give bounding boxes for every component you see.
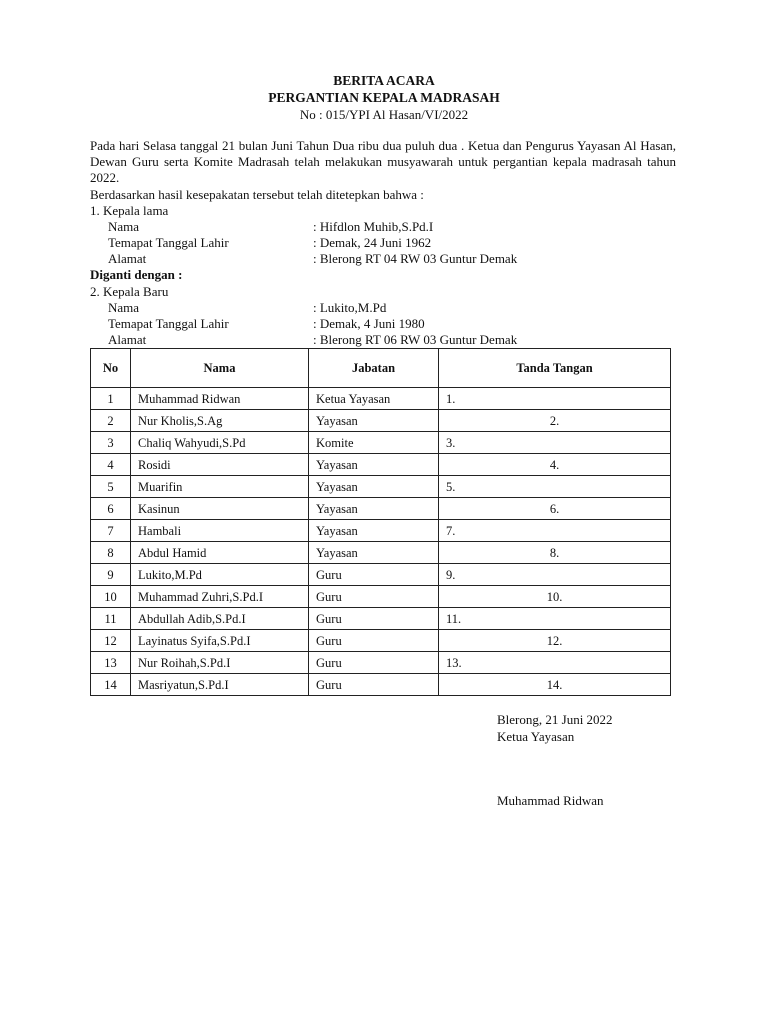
- old-head-birth-value: : Demak, 24 Juni 1962: [313, 235, 432, 250]
- row-name-cell: Nur Kholis,S.Ag: [131, 410, 309, 432]
- row-signature-cell: 5.: [439, 476, 671, 498]
- row-position-cell: Guru: [309, 608, 439, 630]
- table-row: [91, 476, 671, 498]
- table-row: [91, 608, 671, 630]
- row-name-cell: Chaliq Wahyudi,S.Pd: [131, 432, 309, 454]
- row-position-cell: Guru: [309, 652, 439, 674]
- signatory-position: Ketua Yayasan: [497, 729, 575, 744]
- old-head-name-value: : Hifdlon Muhib,S.Pd.I: [313, 219, 434, 234]
- row-name-cell: Muhammad Zuhri,S.Pd.I: [131, 586, 309, 608]
- new-head-address-value: : Blerong RT 06 RW 03 Guntur Demak: [313, 332, 518, 347]
- new-head-name-value: : Lukito,M.Pd: [313, 300, 387, 315]
- row-position-cell: Guru: [309, 586, 439, 608]
- row-signature-cell: 9.: [439, 564, 671, 586]
- members-table-body: [91, 388, 671, 696]
- row-number-cell: 11: [91, 608, 131, 630]
- signatory-name: Muhammad Ridwan: [497, 793, 604, 808]
- new-head-heading: 2. Kepala Baru: [90, 284, 169, 299]
- row-name-cell: Hambali: [131, 520, 309, 542]
- row-signature-cell: 7.: [439, 520, 671, 542]
- row-name-cell: Muarifin: [131, 476, 309, 498]
- row-number-cell: 1: [91, 388, 131, 410]
- header-tanda-tangan: Tanda Tangan: [439, 349, 671, 388]
- row-name-cell: Muhammad Ridwan: [131, 388, 309, 410]
- table-row: [91, 498, 671, 520]
- title-line-1: BERITA ACARA: [333, 73, 435, 88]
- row-signature-cell: 8.: [439, 542, 671, 564]
- row-name-cell: Lukito,M.Pd: [131, 564, 309, 586]
- row-signature-cell: 6.: [439, 498, 671, 520]
- new-head-address-label: Alamat: [108, 332, 147, 347]
- table-row: [91, 388, 671, 410]
- row-number-cell: 10: [91, 586, 131, 608]
- row-name-cell: Masriyatun,S.Pd.I: [131, 674, 309, 696]
- header-nama: Nama: [131, 349, 309, 388]
- row-signature-cell: 1.: [439, 388, 671, 410]
- table-row: [91, 520, 671, 542]
- old-head-heading: 1. Kepala lama: [90, 203, 169, 218]
- row-number-cell: 9: [91, 564, 131, 586]
- row-name-cell: Layinatus Syifa,S.Pd.I: [131, 630, 309, 652]
- row-position-cell: Yayasan: [309, 520, 439, 542]
- intro-paragraph: Pada hari Selasa tanggal 21 bulan Juni Tahun Dua ribu dua puluh dua . Ketua dan Pengurus Yayasan Al Hasan, Dewan Guru serta Komite Madrasah telah melakukan musyawarah untuk pergantian kepala madrasah tahun 2022.: [90, 138, 676, 185]
- row-position-cell: Yayasan: [309, 498, 439, 520]
- document-number: No : 015/YPI Al Hasan/VI/2022: [299, 107, 469, 122]
- new-head-birth-value: : Demak, 4 Juni 1980: [313, 316, 425, 331]
- row-signature-cell: 12.: [439, 630, 671, 652]
- row-number-cell: 3: [91, 432, 131, 454]
- header-jabatan: Jabatan: [309, 349, 439, 388]
- row-signature-cell: 13.: [439, 652, 671, 674]
- row-position-cell: Komite: [309, 432, 439, 454]
- table-row: [91, 410, 671, 432]
- row-position-cell: Guru: [309, 564, 439, 586]
- row-number-cell: 4: [91, 454, 131, 476]
- old-head-address-label: Alamat: [108, 251, 147, 266]
- row-position-cell: Yayasan: [309, 410, 439, 432]
- row-signature-cell: 3.: [439, 432, 671, 454]
- new-head-name-label: Nama: [108, 300, 140, 315]
- table-row: [91, 674, 671, 696]
- row-number-cell: 14: [91, 674, 131, 696]
- table-row: [91, 630, 671, 652]
- old-head-name-label: Nama: [108, 219, 140, 234]
- row-position-cell: Yayasan: [309, 476, 439, 498]
- title-line-2: PERGANTIAN KEPALA MADRASAH: [268, 90, 500, 105]
- table-row: [91, 454, 671, 476]
- table-row: [91, 564, 671, 586]
- table-row: [91, 586, 671, 608]
- document-header: [0, 72, 768, 123]
- row-signature-cell: 4.: [439, 454, 671, 476]
- place-date: Blerong, 21 Juni 2022: [497, 712, 613, 727]
- row-number-cell: 12: [91, 630, 131, 652]
- row-name-cell: Kasinun: [131, 498, 309, 520]
- table-row: [91, 542, 671, 564]
- old-head-address-value: : Blerong RT 04 RW 03 Guntur Demak: [313, 251, 518, 266]
- row-number-cell: 7: [91, 520, 131, 542]
- table-row: [91, 432, 671, 454]
- basis-statement: Berdasarkan hasil kesepakatan tersebut telah ditetepkan bahwa :: [90, 187, 424, 202]
- table-row: [91, 652, 671, 674]
- row-signature-cell: 2.: [439, 410, 671, 432]
- row-name-cell: Abdullah Adib,S.Pd.I: [131, 608, 309, 630]
- new-head-birth-label: Temapat Tanggal Lahir: [108, 316, 229, 331]
- row-number-cell: 8: [91, 542, 131, 564]
- row-number-cell: 13: [91, 652, 131, 674]
- row-position-cell: Yayasan: [309, 542, 439, 564]
- row-name-cell: Rosidi: [131, 454, 309, 476]
- row-signature-cell: 14.: [439, 674, 671, 696]
- row-signature-cell: 10.: [439, 586, 671, 608]
- header-no: No: [91, 349, 131, 388]
- members-table: [90, 348, 671, 696]
- row-position-cell: Guru: [309, 630, 439, 652]
- row-position-cell: Ketua Yayasan: [309, 388, 439, 410]
- row-number-cell: 5: [91, 476, 131, 498]
- row-position-cell: Guru: [309, 674, 439, 696]
- row-number-cell: 6: [91, 498, 131, 520]
- table-header-row: [91, 349, 671, 388]
- row-name-cell: Nur Roihah,S.Pd.I: [131, 652, 309, 674]
- old-head-birth-label: Temapat Tanggal Lahir: [108, 235, 229, 250]
- row-number-cell: 2: [91, 410, 131, 432]
- row-name-cell: Abdul Hamid: [131, 542, 309, 564]
- row-signature-cell: 11.: [439, 608, 671, 630]
- row-position-cell: Yayasan: [309, 454, 439, 476]
- replaced-by-heading: Diganti dengan :: [90, 267, 183, 282]
